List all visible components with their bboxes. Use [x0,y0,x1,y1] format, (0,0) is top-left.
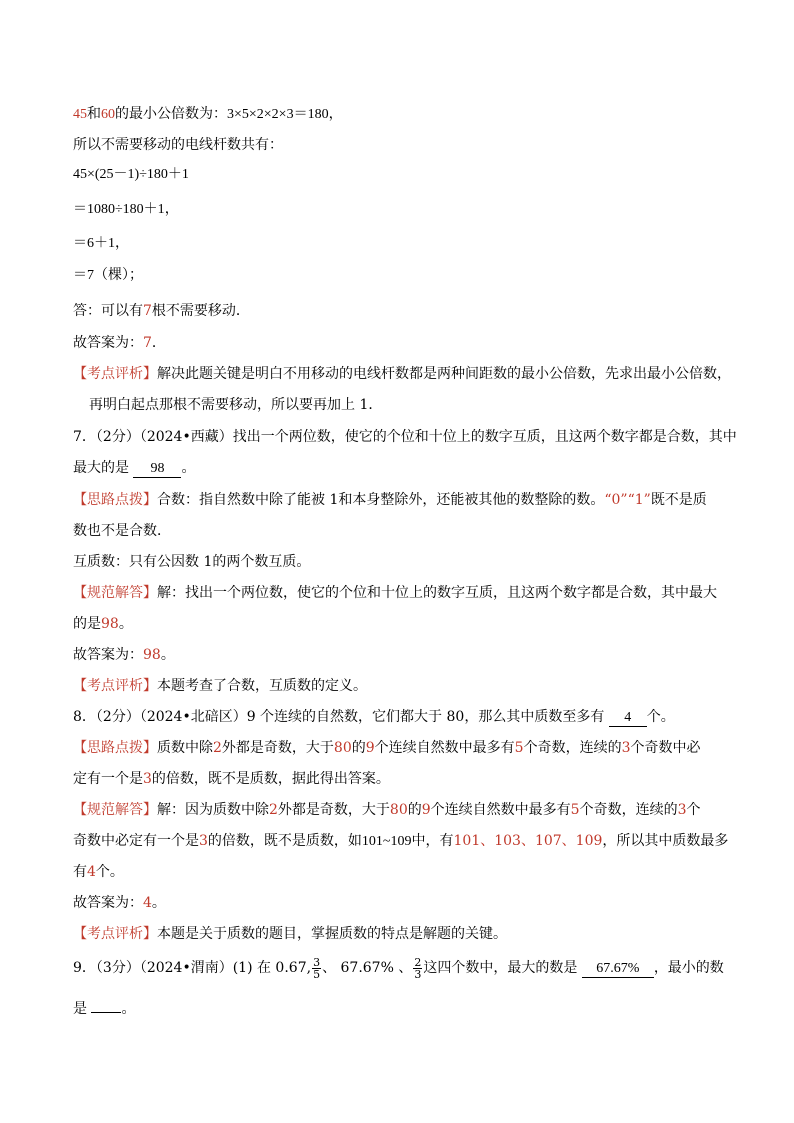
q7-hint-line-2: 数也不是合数． [73,523,171,539]
number-45: 45 [73,107,87,122]
q7-answer-blank: 98 [133,461,181,478]
lcm-line: 45和60的最小公倍数为：3×5×2×2×3＝180， [73,106,343,122]
q7-solution-line-1: 【规范解答】解：找出一个两位数，使它的个位和十位上的数字互质，且这两个数字都是合数，其中最大 [73,585,717,601]
q8-review: 【考点评析】本题是关于质数的题目，掌握质数的特点是解题的关键。 [73,926,507,942]
calc-step-2: ＝1080÷180＋1， [73,201,179,217]
fraction-two-thirds: $\frac{2}{3}$ [414,955,422,981]
q8-solution-line-2: 奇数中必定有一个是3的倍数，既不是质数，如101~109中，有101、103、107、109，所以其中质数最多 [73,833,729,849]
q9-min-answer-blank [91,998,121,1013]
not-move-intro: 所以不需要移动的电线杆数共有： [73,137,283,153]
review-tag: 【考点评析】 [73,366,157,382]
q9-max-answer-blank: 67.67% [582,961,654,978]
q7-hint-line-1: 【思路点拨】合数：指自然数中除了能被 1和本身整除外，还能被其他的数整除的数。“0”“1”既不是质 [73,492,707,508]
q7-coprime-definition: 互质数：只有公因数 1的两个数互质。 [73,554,311,570]
lcm-expression: 3×5×2×2×3＝180 [227,107,329,122]
q7-solution-line-2: 的是98。 [73,616,133,632]
q7-review: 【考点评析】本题考查了合数，互质数的定义。 [73,678,367,694]
q7-stem-line-1: 7．（2分）（2024•西藏）找出一个两位数，使它的个位和十位上的数字互质，且这两个数字都是合数，其中 [73,429,737,445]
q9-stem-line-2: 是 。 [73,998,135,1018]
calc-step-1: 45×(25－1)÷180＋1 [73,167,189,182]
number-60: 60 [101,107,115,122]
calc-step-4: ＝7（棵）； [73,267,143,283]
review-line-2: 再明白起点那根不需要移动，所以要再加上 1． [89,397,383,413]
q8-solution-line-1: 【规范解答】解：因为质数中除2外都是奇数，大于80的9个连续自然数中最多有5个奇数，连续的3个 [73,802,701,818]
q8-solution-line-3: 有4个。 [73,864,124,880]
fraction-three-fifths: $\frac{3}{5}$ [313,955,321,981]
calc-step-3: ＝6＋1， [73,235,129,251]
q9-stem-line-1: 9．（3分）（2024•渭南）(1) 在 0.67, $\frac{3}{5}$ 、 67.67% 、 $\frac{2}{3}$ 这四个数中，最大的数是 67.67% ，最小的数 [73,955,724,981]
final-answer-line: 故答案为：7． [73,335,166,351]
q7-stem-line-2: 最大的是 98 。 [73,460,196,476]
q8-hint-line-2: 定有一个是3的倍数，既不是质数，据此得出答案。 [73,771,390,787]
q8-hint-line-1: 【思路点拨】质数中除2外都是奇数，大于80的9个连续自然数中最多有5个奇数，连续的3个奇数中必 [73,740,701,756]
q8-final-answer: 故答案为：4。 [73,895,166,911]
q8-answer-blank: 4 [609,710,647,727]
q8-stem: 8．（2分）（2024•北碚区）9 个连续的自然数，它们都大于 80，那么其中质数至多有 4 个。 [73,709,675,725]
q7-final-answer: 故答案为：98。 [73,647,175,663]
review-line-1: 【考点评析】解决此题关键是明白不用移动的电线杆数都是两种间距数的最小公倍数，先求出最小公倍数， [73,366,731,382]
answer-line: 答：可以有7根不需要移动． [73,303,250,319]
